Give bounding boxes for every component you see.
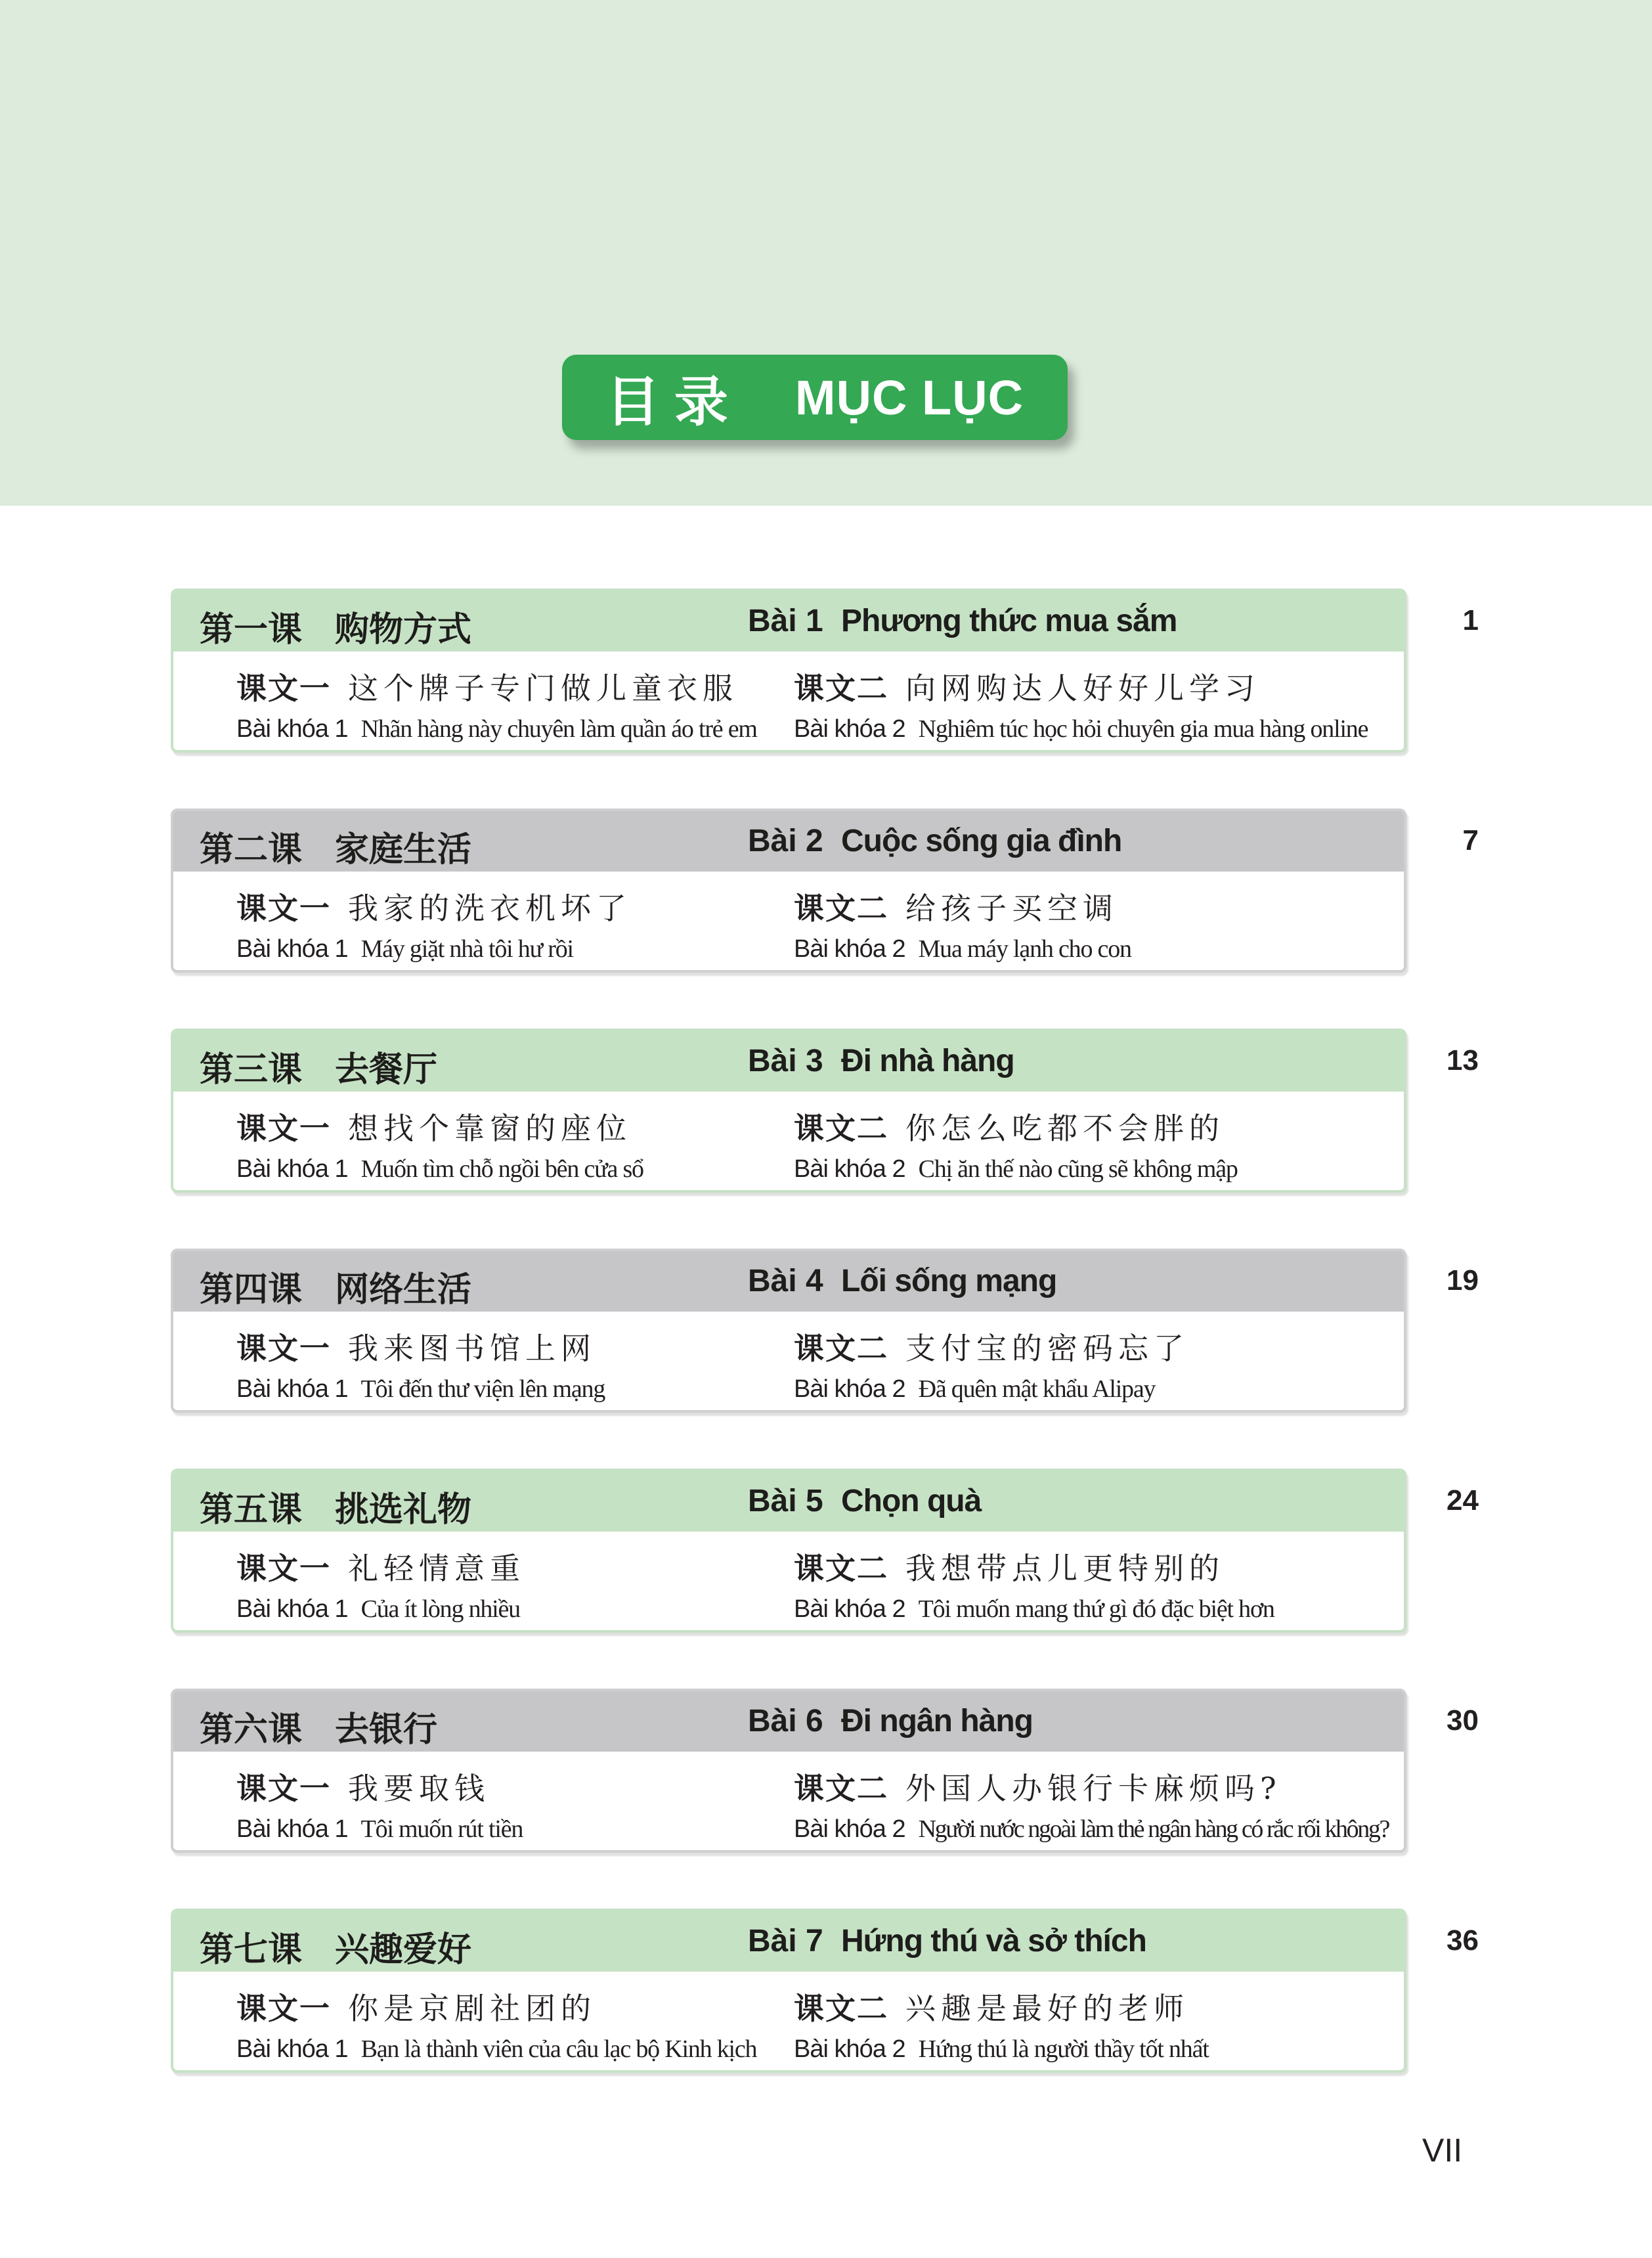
text2-tag-cn: 课文二 <box>794 1551 888 1586</box>
text1-vi <box>236 2035 756 2064</box>
text2-vi <box>794 1155 1238 1184</box>
page-number: 1 <box>1462 604 1479 636</box>
text2-title-cn: 外国人办银行卡麻烦吗? <box>905 1771 1282 1806</box>
page-title <box>562 355 1068 440</box>
text2-cn <box>794 885 1118 928</box>
text1-vi <box>236 1375 605 1404</box>
lesson-title-cn: 兴趣爱好 <box>335 1930 472 1970</box>
text1-tag-cn: 课文一 <box>236 1551 331 1586</box>
lesson-number-cn: 第四课 <box>200 1270 303 1310</box>
text2-title-vi: Người nước ngoài làm thẻ ngân hàng có rắc rối không? <box>918 1815 1389 1843</box>
text1-title-cn: 这个牌子专门做儿童衣服 <box>348 671 738 706</box>
text1-cn <box>236 1105 632 1148</box>
lesson-entry-6[interactable] <box>171 1689 1479 1857</box>
text1-title-vi: Tôi muốn rút tiền <box>360 1815 523 1843</box>
text2-vi <box>794 935 1131 963</box>
text1-tag-vi: Bài khóa 1 <box>236 715 348 743</box>
lesson-title-cn: 挑选礼物 <box>335 1490 472 1530</box>
lesson-title-vi: Đi ngân hàng <box>841 1704 1033 1738</box>
lesson-header <box>173 1691 1404 1752</box>
lesson-number-vi: Bài 2 <box>748 824 823 858</box>
lesson-number-vi: Bài 5 <box>748 1484 823 1518</box>
text1-tag-cn: 课文一 <box>236 1111 331 1146</box>
lesson-box <box>171 808 1406 973</box>
text2-vi <box>794 1595 1274 1624</box>
lesson-entry-4[interactable] <box>171 1249 1479 1417</box>
text1-vi <box>236 1155 643 1184</box>
text2-cn <box>794 1985 1189 2028</box>
text2-title-vi: Nghiêm túc học hỏi chuyên gia mua hàng online <box>918 715 1368 743</box>
text1-tag-vi: Bài khóa 1 <box>236 2035 348 2063</box>
text1-cn <box>236 1325 596 1368</box>
text2-title-vi: Đã quên mật khẩu Alipay <box>918 1375 1156 1403</box>
text1-title-vi: Muốn tìm chỗ ngồi bên cửa sổ <box>360 1155 643 1183</box>
lesson-header <box>173 1471 1404 1532</box>
lesson-title-vi: Chọn quà <box>841 1484 982 1518</box>
lesson-number-cn: 第一课 <box>200 610 303 650</box>
lesson-number-cn: 第三课 <box>200 1050 303 1090</box>
lesson-header <box>173 591 1404 652</box>
text1-title-cn: 我要取钱 <box>348 1771 490 1806</box>
lesson-box <box>171 1469 1406 1633</box>
text2-tag-vi: Bài khóa 2 <box>794 1375 905 1403</box>
text1-tag-vi: Bài khóa 1 <box>236 1155 348 1183</box>
lesson-number-vi: Bài 7 <box>748 1924 823 1959</box>
text1-tag-cn: 课文一 <box>236 891 331 926</box>
text1-tag-vi: Bài khóa 1 <box>236 935 348 963</box>
lesson-entry-3[interactable] <box>171 1029 1479 1197</box>
title-chinese: 目录 <box>605 370 743 433</box>
lesson-header <box>173 1031 1404 1092</box>
lesson-title-vi: Hứng thú và sở thích <box>841 1924 1146 1959</box>
text2-title-cn: 支付宝的密码忘了 <box>905 1331 1189 1366</box>
text1-cn <box>236 1545 525 1588</box>
text2-vi <box>794 1375 1155 1404</box>
text1-tag-vi: Bài khóa 1 <box>236 1375 348 1403</box>
lesson-header <box>173 1251 1404 1312</box>
text1-tag-cn: 课文一 <box>236 1771 331 1806</box>
text2-title-cn: 我想带点儿更特别的 <box>905 1551 1225 1586</box>
text1-title-vi: Máy giặt nhà tôi hư rồi <box>360 935 573 963</box>
lesson-header <box>173 1911 1404 1972</box>
text2-vi <box>794 715 1368 743</box>
page-number: 36 <box>1446 1924 1479 1957</box>
text1-title-vi: Tôi đến thư viện lên mạng <box>360 1375 605 1403</box>
lesson-number-vi: Bài 4 <box>748 1264 823 1298</box>
lesson-box <box>171 1029 1406 1193</box>
text2-tag-cn: 课文二 <box>794 891 888 926</box>
text1-title-vi: Của ít lòng nhiều <box>360 1595 520 1623</box>
text2-tag-vi: Bài khóa 2 <box>794 1595 905 1623</box>
lesson-number-cn: 第六课 <box>200 1710 303 1750</box>
text2-title-cn: 兴趣是最好的老师 <box>905 1991 1189 2026</box>
text1-title-cn: 我家的洗衣机坏了 <box>348 891 632 926</box>
text2-cn <box>794 1765 1282 1808</box>
text2-title-vi: Mua máy lạnh cho con <box>918 935 1131 963</box>
text1-cn <box>236 1765 490 1808</box>
text1-vi <box>236 715 757 743</box>
lesson-number-cn: 第五课 <box>200 1490 303 1530</box>
page-number: 24 <box>1446 1484 1479 1516</box>
text2-tag-vi: Bài khóa 2 <box>794 2035 905 2063</box>
page-number: 7 <box>1462 824 1479 856</box>
title-vietnamese: MỤC LỤC <box>794 370 1024 425</box>
text2-cn <box>794 665 1260 708</box>
text2-cn <box>794 1325 1189 1368</box>
text2-vi <box>794 1815 1389 1844</box>
lesson-title-cn: 去银行 <box>335 1710 438 1750</box>
text2-tag-vi: Bài khóa 2 <box>794 715 905 743</box>
lesson-number-cn: 第七课 <box>200 1930 303 1970</box>
text1-tag-cn: 课文一 <box>236 1331 331 1366</box>
lesson-title-vi: Phương thức mua sắm <box>841 604 1177 638</box>
text2-tag-vi: Bài khóa 2 <box>794 935 905 963</box>
text2-tag-cn: 课文二 <box>794 1991 888 2026</box>
lesson-entry-1[interactable] <box>171 588 1479 757</box>
text2-title-cn: 给孩子买空调 <box>905 891 1118 926</box>
lesson-box <box>171 1249 1406 1413</box>
folio-page-number: VII <box>1422 2132 1463 2169</box>
text1-title-cn: 想找个靠窗的座位 <box>348 1111 632 1146</box>
text2-tag-vi: Bài khóa 2 <box>794 1155 905 1183</box>
text2-title-cn: 向网购达人好好儿学习 <box>905 671 1260 706</box>
lesson-entry-7[interactable] <box>171 1909 1479 2077</box>
text1-title-cn: 我来图书馆上网 <box>348 1331 596 1366</box>
text1-vi <box>236 1815 523 1844</box>
text2-tag-cn: 课文二 <box>794 671 888 706</box>
text2-title-vi: Tôi muốn mang thứ gì đó đặc biệt hơn <box>918 1595 1274 1623</box>
text1-title-vi: Bạn là thành viên của câu lạc bộ Kinh kịch <box>360 2035 757 2063</box>
lesson-box <box>171 1689 1406 1853</box>
lesson-number-vi: Bài 1 <box>748 604 823 638</box>
lesson-title-vi: Cuộc sống gia đình <box>841 824 1122 858</box>
text1-cn <box>236 885 632 928</box>
text2-title-vi: Hứng thú là người thầy tốt nhất <box>918 2035 1209 2063</box>
text1-cn <box>236 665 738 708</box>
lesson-number-vi: Bài 6 <box>748 1704 823 1738</box>
text2-tag-vi: Bài khóa 2 <box>794 1815 905 1843</box>
text2-cn <box>794 1105 1225 1148</box>
text1-vi <box>236 935 573 963</box>
lesson-box <box>171 1909 1406 2073</box>
lesson-number-cn: 第二课 <box>200 830 303 870</box>
lesson-title-cn: 网络生活 <box>335 1270 472 1310</box>
lesson-header <box>173 811 1404 872</box>
lesson-entry-2[interactable] <box>171 808 1479 977</box>
lesson-title-cn: 购物方式 <box>335 610 472 650</box>
lesson-title-cn: 家庭生活 <box>335 830 472 870</box>
text1-tag-cn: 课文一 <box>236 671 331 706</box>
text2-tag-cn: 课文二 <box>794 1771 888 1806</box>
lesson-title-cn: 去餐厅 <box>335 1050 438 1090</box>
lesson-number-vi: Bài 3 <box>748 1044 823 1078</box>
lesson-title-vi: Đi nhà hàng <box>841 1044 1014 1078</box>
page-number: 30 <box>1446 1704 1479 1737</box>
text1-title-cn: 礼轻情意重 <box>348 1551 525 1586</box>
lesson-box <box>171 588 1406 753</box>
text1-tag-cn: 课文一 <box>236 1991 331 2026</box>
text1-tag-vi: Bài khóa 1 <box>236 1815 348 1843</box>
text1-title-cn: 你是京剧社团的 <box>348 1991 596 2026</box>
lesson-entry-5[interactable] <box>171 1469 1479 1637</box>
lesson-title-vi: Lối sống mạng <box>841 1264 1057 1298</box>
text2-tag-cn: 课文二 <box>794 1111 888 1146</box>
page-number: 13 <box>1446 1044 1479 1076</box>
text1-title-vi: Nhãn hàng này chuyên làm quần áo trẻ em <box>360 715 757 743</box>
text2-vi <box>794 2035 1209 2064</box>
text2-title-vi: Chị ăn thế nào cũng sẽ không mập <box>918 1155 1238 1183</box>
page-number: 19 <box>1446 1264 1479 1296</box>
text1-vi <box>236 1595 520 1624</box>
text2-tag-cn: 课文二 <box>794 1331 888 1366</box>
text2-cn <box>794 1545 1225 1588</box>
text1-cn <box>236 1985 596 2028</box>
text1-tag-vi: Bài khóa 1 <box>236 1595 348 1623</box>
text2-title-cn: 你怎么吃都不会胖的 <box>905 1111 1225 1146</box>
